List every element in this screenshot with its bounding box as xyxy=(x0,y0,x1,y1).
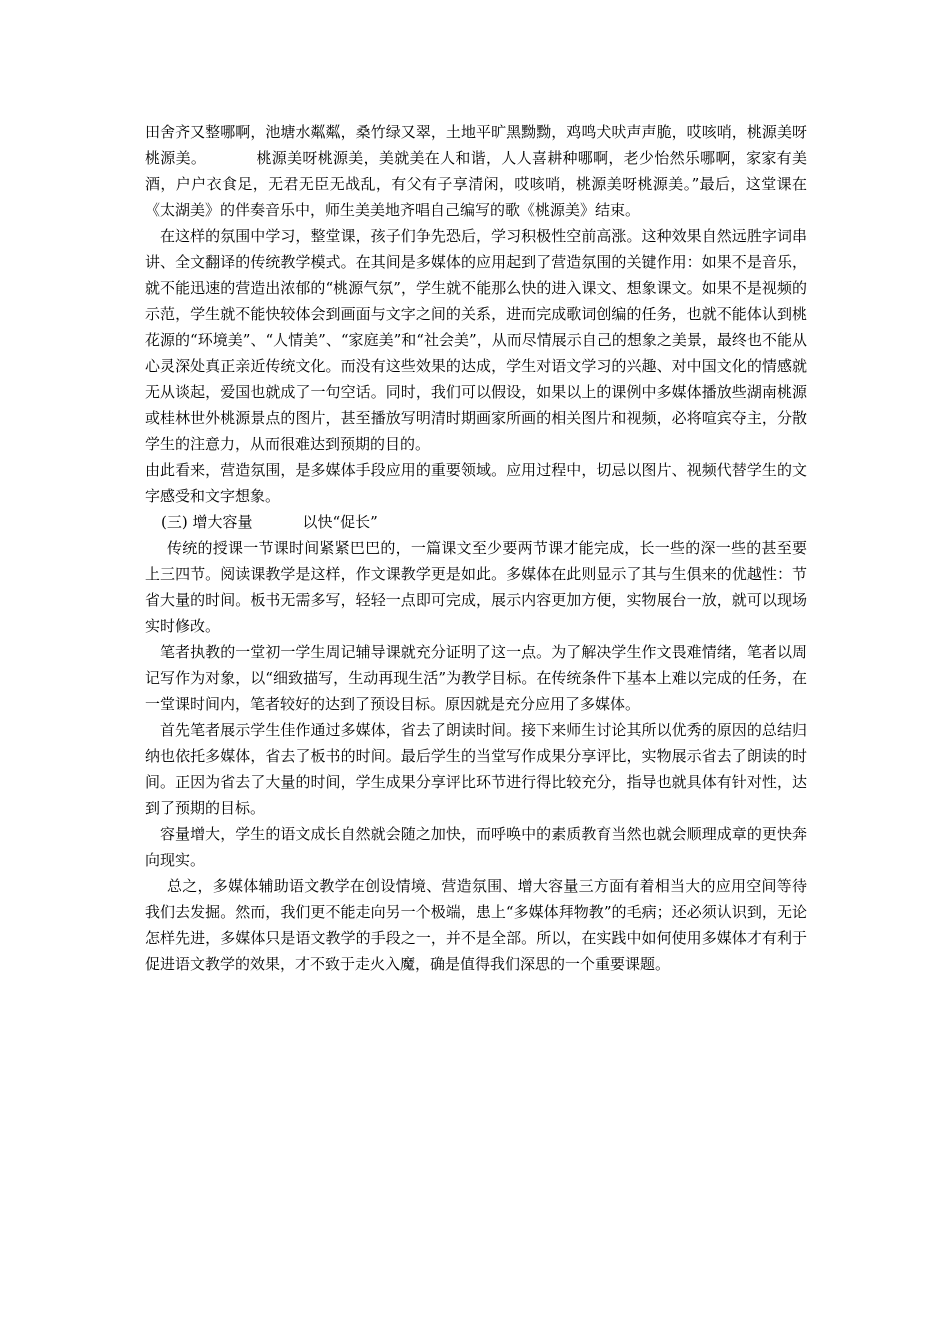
paragraph-song-lyrics xyxy=(145,119,807,223)
paragraph-capacity-growth: 容量增大，学生的语文成长自然就会随之加快，而呼唤中的素质教育当然也就会顺理成章的更快奔向现实。 xyxy=(145,825,807,869)
song-lyrics-part-1: 田舍齐又整哪啊，池塘水粼粼，桑竹绿又翠，土地平旷黑黝黝，鸡鸣犬吠声声脆，哎咳哨，桃源美呀桃源美。 xyxy=(145,123,807,167)
paragraph-atmosphere-conclusion: 由此看来，营造氛围，是多媒体手段应用的重要领域。应用过程中，切忌以图片、视频代替学生的文字感受和文字想象。 xyxy=(145,461,807,505)
song-lyrics-part-2: 桃源美呀桃源美，美就美在人和谐，人人喜耕种哪啊，老少怡然乐哪啊，家家有美酒，户户衣食足，无君无臣无战乱，有父有子享清闲，哎咳哨，桃源美呀桃源美。”最后，这堂课在《太湖美》的伴奏音乐中，师生美美地齐唱自己编写的歌《桃源美》结束。 xyxy=(145,149,807,219)
paragraph-lesson-steps: 首先笔者展示学生佳作通过多媒体，省去了朗读时间。接下来师生讨论其所以优秀的原因的总结归纳也依托多媒体，省去了板书的时间。最后学生的当堂写作成果分享评比，实物展示省去了朗读的时间。正因为省去了大量的时间，学生成果分享评比环节进行得比较充分，指导也就具体有针对性，达到了预期的目标。 xyxy=(145,721,807,817)
paragraph-summary: 总之，多媒体辅助语文教学在创设情境、营造氛围、增大容量三方面有着相当大的应用空间等待我们去发掘。然而，我们更不能走向另一个极端，患上“多媒体拜物教”的毛病；还必须认识到，无论怎样先进，多媒体只是语文教学的手段之一，并不是全部。所以，在实践中如何使用多媒体才有利于促进语文教学的效果，才不致于走火入魔，确是值得我们深思的一个重要课题。 xyxy=(145,877,807,973)
paragraph-traditional-teaching: 传统的授课一节课时间紧紧巴巴的，一篇课文至少要两节课才能完成，长一些的深一些的甚至要上三四节。阅读课教学是这样，作文课教学更是如此。多媒体在此则显示了其与生俱来的优越性：节省大量的时间。板书无需多写，轻轻一点即可完成，展示内容更加方便，实物展台一放，就可以现场实时修改。 xyxy=(145,539,807,635)
document-body xyxy=(145,119,807,977)
paragraph-atmosphere-effect: 在这样的氛围中学习，整堂课，孩子们争先恐后，学习积极性空前高涨。这种效果自然远胜字词串讲、全文翻译的传统教学模式。在其间是多媒体的应用起到了营造氛围的关键作用：如果不是音乐，就不能迅速的营造出浓郁的“桃源气氛”，学生就不能那么快的进入课文、想象课文。如果不是视频的示范，学生就不能快较体会到画面与文字之间的关系，进而完成歌词创编的任务，也就不能体认到桃花源的“环境美”、“人情美”、“家庭美”和“社会美”，从而尽情展示自己的想象之美景，最终也不能从心灵深处真正亲近传统文化。而没有这些效果的达成，学生对语文学习的兴趣、对中国文化的情感就无从谈起，爱国也就成了一句空话。同时，我们可以假设，如果以上的课例中多媒体播放些湖南桃源或桂林世外桃源景点的图片，甚至播放写明清时期画家所画的相关图片和视频，必将喧宾夺主，分散学生的注意力，从而很难达到预期的目的。 xyxy=(145,227,807,453)
paragraph-weekly-journal-lesson: 笔者执教的一堂初一学生周记辅导课就充分证明了这一点。为了解决学生作文畏难情绪，笔者以周记写作为对象，以“细致描写，生动再现生活”为教学目标。在传统条件下基本上难以完成的任务，在一堂课时间内，笔者较好的达到了预设目标。原因就是充分应用了多媒体。 xyxy=(145,643,807,713)
section-heading-increase-capacity xyxy=(145,509,807,535)
section-heading-part-2: 以快“促长” xyxy=(302,513,378,531)
section-heading-part-1: (三) 增大容量 xyxy=(161,513,253,531)
